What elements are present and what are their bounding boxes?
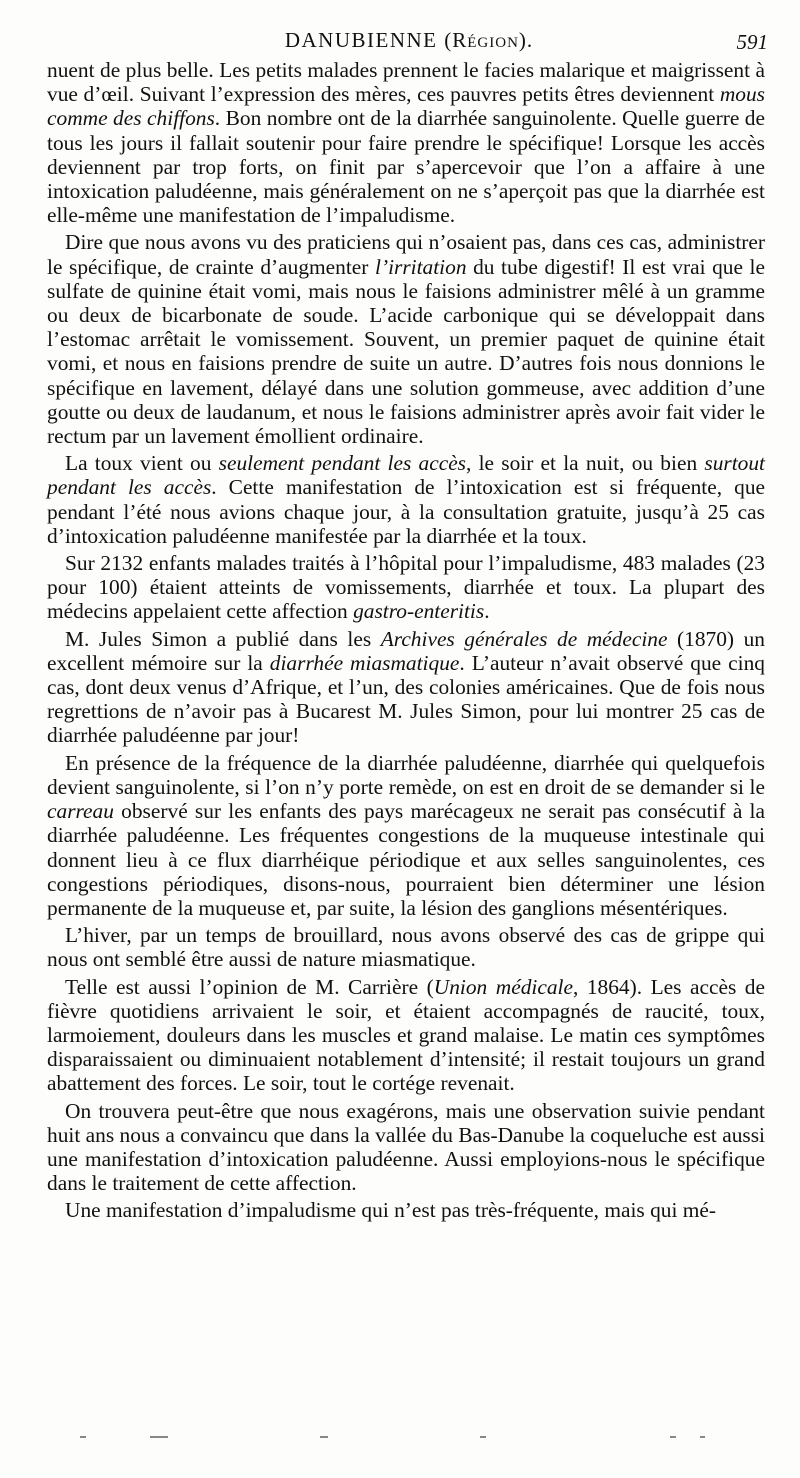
paragraph (47, 551, 765, 624)
text-run: nuent de plus belle. Les petits malades prennent le facies malarique et maigrissent à vue d’œil. Suivant l’expression des mères, ces pauvres petits êtres deviennent (47, 58, 765, 107)
paragraph (47, 1198, 765, 1222)
running-title-region: (Région). (444, 28, 534, 52)
text-run: , le soir et la nuit, ou bien (466, 451, 705, 476)
italic-text: diarrhée miasmatique (269, 650, 460, 675)
paragraph (47, 975, 765, 1096)
italic-text: Archives générales de médecine (380, 626, 668, 651)
text-run: Une manifestation d’impaludisme qui n’est pas très-fréquente, mais qui mé- (65, 1198, 717, 1223)
running-header (50, 28, 768, 58)
italic-text: l’irritation (375, 254, 467, 279)
text-run: Sur 2132 enfants malades traités à l’hôpital pour l’impaludisme, 483 malades (23 pour 100) étaient atteints de vomissements, diarrhée et toux. La plupart des médecins appelaient cette affection (47, 551, 765, 624)
body-text (47, 58, 765, 1223)
footer-scan-marks (60, 1436, 740, 1446)
text-run: La toux vient ou (65, 451, 219, 476)
text-run: M. Jules Simon a publié dans les (65, 626, 381, 651)
paragraph (47, 627, 765, 748)
text-run: (1870) un excellent mémoire sur la (47, 626, 765, 675)
text-run: L’hiver, par un temps de brouillard, nous avons observé des cas de grippe qui nous ont semblé être aussi de nature miasmatique. (47, 923, 765, 972)
text-run: observé sur les enfants des pays marécageux ne serait pas consécutif à la diarrhée paludéenne. Les fréquentes congestions de la muqueuse intestinale qui donnent lieu à ce flux diarrhéique périodique et aux selles sanguinolentes, ces congestions périodiques, disons-nous, pourraient bien déterminer une lésion permanente de la muqueuse et, par suite, la lésion des ganglions mésentériques. (47, 799, 765, 920)
text-run: On trouvera peut-être que nous exagérons, mais une observation suivie pendant huit ans nous a convaincu que dans la vallée du Bas-Danube la coqueluche est aussi une manifestation d’intoxication paludéenne. Aussi employions-nous le spécifique dans le traitement de cette affection. (47, 1098, 765, 1196)
italic-text: seulement pendant les accès (218, 451, 467, 476)
italic-text: surtout pendant les accès (47, 451, 765, 500)
text-run: . Bon nombre ont de la diarrhée sanguinolente. Quelle guerre de tous les jours il fallait soutenir pour faire prendre le spécifique! Lorsque les accès deviennent par trop forts, on finit par s’apercevoir que l’on a affaire à une intoxication paludéenne, mais généralement on ne s’aperçoit pas que la diarrhée est elle-même une manifestation de l’impaludisme. (47, 106, 765, 228)
text-run: En présence de la fréquence de la diarrhée paludéenne, diarrhée qui quelquefois devient sanguinolente, si l’on n’y porte remède, on est en droit de se demander si le (47, 750, 765, 799)
text-run: , 1864). Les accès de fièvre quotidiens arrivaient le soir, et étaient accompagnés de raucité, toux, larmoiement, douleurs dans les muscles et grand malaise. Le matin ces symptômes disparaissaient ou diminuaient notablement d’intensité; il restait toujours un grand abattement des forces. Le soir, tout le cortége revenait. (47, 974, 765, 1096)
paragraph (47, 58, 765, 227)
italic-text: carreau (47, 799, 114, 824)
page-number: 591 (736, 30, 768, 54)
text-run: . Cette manifestation de l’intoxication est si fréquente, que pendant l’été nous avions chaque jour, à la consultation gratuite, jusqu’à 25 cas d’intoxication paludéenne manifestée par la diarrhée et la toux. (47, 475, 766, 548)
paragraph (47, 751, 765, 920)
text-run: du tube digestif! Il est vrai que le sulfate de quinine était vomi, mais nous le faisions administrer mêlé à un gramme ou deux de bicarbonate de soude. L’acide carbonique qui se développait dans l’estomac arrêtait le vomissement. Souvent, un premier paquet de quinine était vomi, et nous en faisions prendre de suite un autre. D’autres fois nous donnions le spécifique en lavement, délayé dans une solution gommeuse, avec addition d’une goutte ou deux de laudanum, et nous le faisions administrer après avoir fait vider le rectum par un lavement émollient ordinaire. (47, 254, 765, 449)
text-run: . (484, 599, 490, 624)
italic-text: Union médicale (433, 974, 573, 999)
text-run: Telle est aussi l’opinion de M. Carrière ( (65, 974, 434, 999)
paragraph (47, 230, 765, 448)
italic-text: gastro-enteritis (353, 599, 485, 624)
paragraph (47, 1099, 765, 1196)
paragraph (47, 923, 765, 971)
running-title (50, 28, 768, 53)
running-title-main: DANUBIENNE (284, 28, 438, 52)
paragraph (47, 451, 765, 548)
text-run: Dire que nous avons vu des praticiens qui n’osaient pas, dans ces cas, administrer le spécifique, de crainte d’augmenter (47, 230, 765, 279)
text-run: . L’auteur n’avait observé que cinq cas, dont deux venus d’Afrique, et l’un, des colonies américaines. Que de fois nous regrettions de n’avoir pas à Bucarest M. Jules Simon, pour lui montrer 25 cas de diarrhée paludéenne par jour! (47, 650, 765, 748)
italic-text: mous comme des chiffons (47, 82, 765, 131)
